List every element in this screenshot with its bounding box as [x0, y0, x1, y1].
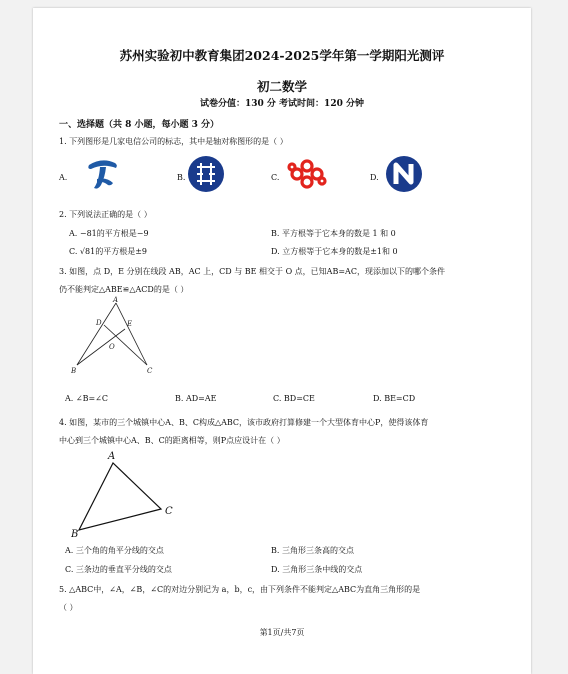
q2-option-b: B. 平方根等于它本身的数是 1 和 0 [271, 229, 396, 238]
q3-label-c: C [147, 367, 153, 375]
q1-label-a: A. [59, 173, 68, 182]
q2-option-d: D. 立方根等于它本身的数是±1和 0 [271, 247, 398, 256]
q4-figure [71, 450, 181, 538]
q1-stem: 1. 下列图形是几家电信公司的标志，其中是轴对称图形的是（ ） [59, 137, 288, 146]
q4-label-b: B [71, 529, 79, 538]
china-netcom-logo-icon [385, 155, 423, 193]
q3-label-b: B [71, 367, 77, 375]
exam-subtitle: 初二数学 [256, 79, 307, 94]
china-unicom-logo-icon [284, 155, 330, 193]
q3-option-c: C. BD=CE [273, 394, 315, 403]
china-telecom-logo-icon [83, 155, 121, 193]
q3-label-e: E [127, 320, 133, 328]
exam-title: 苏州实验初中教育集团2024-2025学年第一学期阳光测评 [119, 48, 445, 63]
q3-stem-line1: 3. 如图，点 D，E 分别在线段 AB，AC 上，CD 与 BE 相交于 O 点，已知AB=AC，现添加以下的哪个条件 [59, 267, 445, 276]
q3-option-d: D. BE=CD [373, 394, 416, 403]
q3-label-d: D [96, 319, 102, 327]
china-mobile-logo-icon [187, 155, 225, 193]
q3-stem-line2: 仍不能判定△ABE≌△ACD的是（ ） [59, 285, 189, 294]
q5-stem-line1: 5. △ABC中，∠A，∠B，∠C的对边分别记为 a，b，c，由下列条件不能判定△ABC为直角三角形的是 [59, 585, 421, 594]
q3-label-a: A [113, 296, 119, 304]
q3-figure [71, 295, 161, 375]
q4-option-a: A. 三个角的角平分线的交点 [65, 546, 164, 555]
q5-stem-line2: （ ） [59, 603, 78, 612]
q2-option-c: C. √81的平方根是±9 [69, 247, 147, 256]
q2-stem: 2. 下列说法正确的是（ ） [59, 210, 152, 219]
q4-option-b: B. 三角形三条高的交点 [271, 546, 354, 555]
q4-label-a: A [108, 451, 116, 462]
q4-stem-line2: 中心到三个城镇中心A、B、C的距离相等，则P点应设计在（ ） [59, 436, 285, 445]
q1-label-c: C. [271, 173, 280, 182]
q3-label-o: O [109, 343, 115, 351]
q1-label-d: D. [370, 173, 379, 182]
q4-label-c: C [165, 506, 173, 517]
q4-stem-line1: 4. 如图，某市的三个城镇中心A、B、C构成△ABC，该市政府打算修建一个大型体育中心P，使得该体育 [59, 418, 429, 427]
exam-page [33, 8, 531, 674]
q3-option-b: B. AD=AE [175, 394, 217, 403]
exam-info: 试卷分值：130 分 考试时间：120 分钟 [200, 99, 364, 109]
section-heading: 一、选择题（共 8 小题，每小题 3 分） [59, 120, 220, 130]
q1-label-b: B. [177, 173, 186, 182]
q4-option-d: D. 三角形三条中线的交点 [271, 565, 363, 574]
q3-option-a: A. ∠B=∠C [65, 394, 108, 403]
q4-option-c: C. 三条边的垂直平分线的交点 [65, 565, 172, 574]
q2-option-a: A. −81的平方根是−9 [69, 229, 149, 238]
page-footer: 第1页/共7页 [259, 628, 305, 637]
